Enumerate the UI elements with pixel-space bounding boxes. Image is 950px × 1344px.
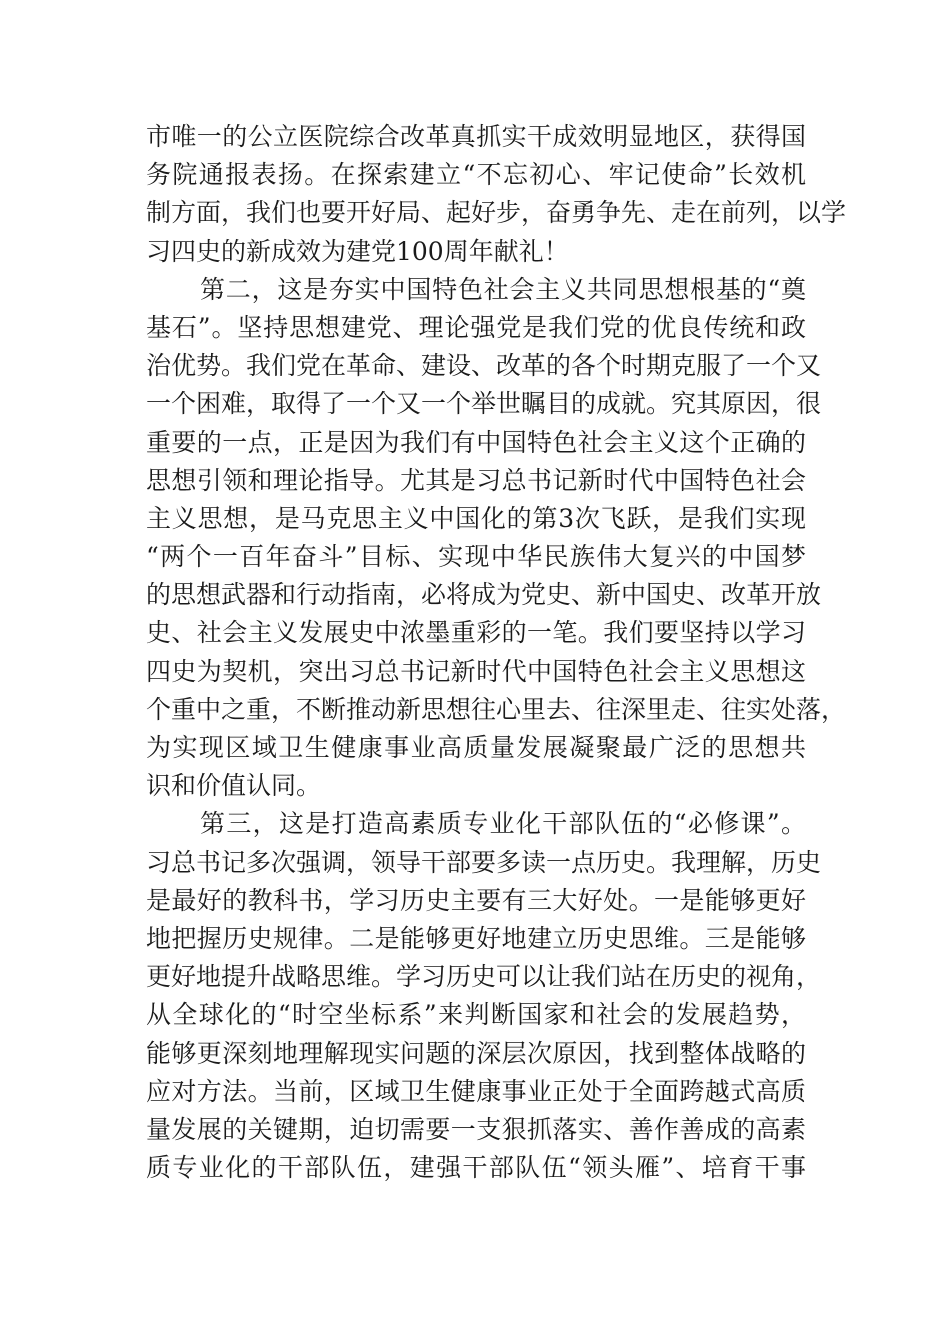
text-line: 能够更深刻地理解现实问题的深层次原因，找到整体战略的 <box>146 1038 806 1068</box>
text-line: 更好地提升战略思维。学习历史可以让我们站在历史的视角， <box>146 962 822 992</box>
text-line: 应对方法。当前，区域卫生健康事业正处于全面跨越式高质 <box>146 1076 806 1106</box>
text-line: 史、社会主义发展史中浓墨重彩的一笔。我们要坚持以学习 <box>146 618 806 648</box>
text-line: 识和价值认同。 <box>146 771 322 801</box>
text-line: 从全球化的“时空坐标系”来判断国家和社会的发展趋势， <box>146 1000 806 1030</box>
body-text <box>146 118 847 1187</box>
text-line: 四史为契机，突出习总书记新时代中国特色社会主义思想这 <box>146 656 806 686</box>
text-line: 的思想武器和行动指南，必将成为党史、新中国史、改革开放 <box>146 580 822 610</box>
text-line: 个重中之重，不断推动新思想往心里去、往深里走、往实处落， <box>146 694 847 724</box>
text-line: 质专业化的干部队伍，建强干部队伍“领头雁”、培育干事 <box>146 1153 806 1183</box>
text-line: 市唯一的公立医院综合改革真抓实干成效明显地区，获得国 <box>146 122 806 151</box>
text-line: 制方面，我们也要开好局、起好步，奋勇争先、走在前列，以学 <box>146 198 847 228</box>
text-line: 基石”。坚持思想建党、理论强党是我们党的优良传统和政 <box>146 312 806 342</box>
text-line: “两个一百年奋斗”目标、实现中华民族伟大复兴的中国梦 <box>146 542 806 572</box>
text-line: 为实现区域卫生健康事业高质量发展凝聚最广泛的思想共 <box>146 733 806 762</box>
text-line: 是最好的教科书，学习历史主要有三大好处。一是能够更好 <box>146 885 806 915</box>
text-line: 习四史的新成效为建党100周年献礼！ <box>146 236 569 266</box>
text-line: 务院通报表扬。在探索建立“不忘初心、牢记使命”长效机 <box>146 160 806 190</box>
text-line: 治优势。我们党在革命、建设、改革的各个时期克服了一个又 <box>146 351 822 381</box>
text-line: 重要的一点，正是因为我们有中国特色社会主义这个正确的 <box>146 427 806 457</box>
paragraph-start-line: 第二，这是夯实中国特色社会主义共同思想根基的“奠 <box>200 274 806 304</box>
text-line: 地把握历史规律。二是能够更好地建立历史思维。三是能够 <box>146 923 806 953</box>
text-line: 主义思想，是马克思主义中国化的第3次飞跃，是我们实现 <box>146 503 806 533</box>
text-line: 量发展的关键期，迫切需要一支狠抓落实、善作善成的高素 <box>146 1114 806 1144</box>
text-line: 一个困难，取得了一个又一个举世瞩目的成就。究其原因，很 <box>146 389 822 419</box>
paragraph-start-line: 第三，这是打造高素质专业化干部队伍的“必修课”。 <box>200 809 806 839</box>
text-line: 习总书记多次强调，领导干部要多读一点历史。我理解，历史 <box>146 847 822 877</box>
text-line: 思想引领和理论指导。尤其是习总书记新时代中国特色社会 <box>146 465 806 495</box>
